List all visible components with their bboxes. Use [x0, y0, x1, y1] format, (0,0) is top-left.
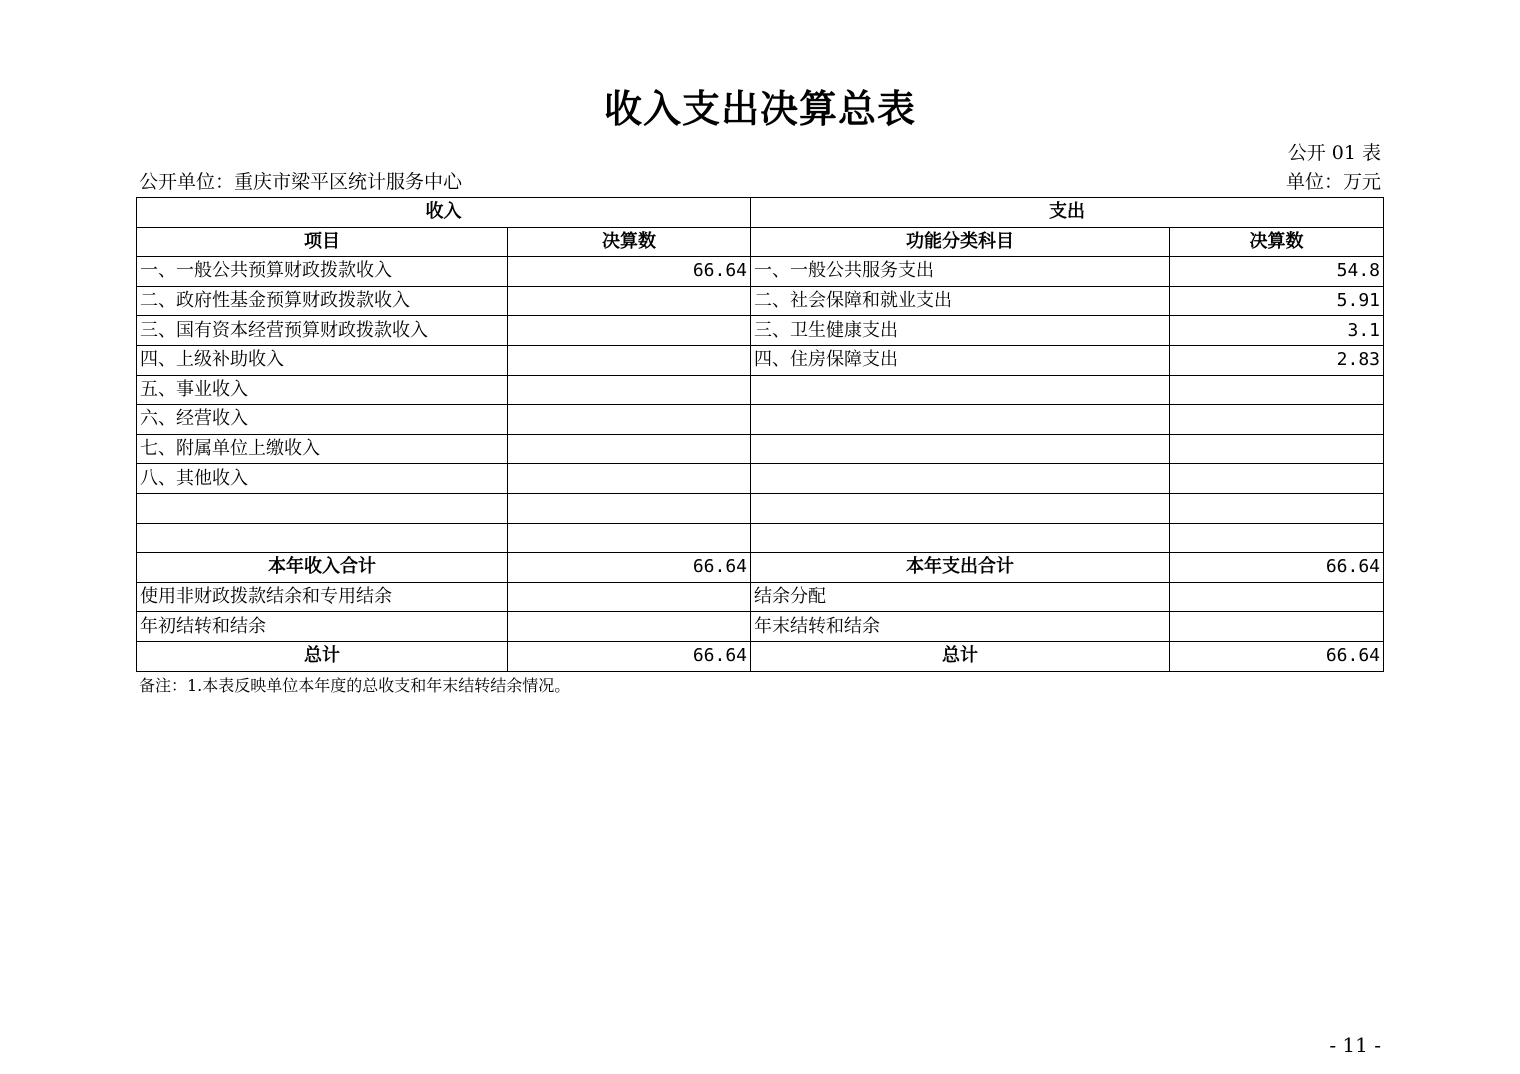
expense-value — [1170, 612, 1384, 642]
income-value: 66.64 — [508, 257, 751, 287]
income-item — [137, 493, 508, 523]
year-expense-total-value: 66.64 — [1170, 553, 1384, 583]
table-row — [137, 345, 1384, 375]
income-item: 四、上级补助收入 — [137, 345, 508, 375]
income-item: 六、经营收入 — [137, 405, 508, 435]
income-value — [508, 523, 751, 553]
grand-expense-total-value: 66.64 — [1170, 641, 1384, 671]
expense-value — [1170, 405, 1384, 435]
income-item: 五、事业收入 — [137, 375, 508, 405]
year-income-total-label: 本年收入合计 — [137, 553, 508, 583]
grand-income-total-label: 总计 — [137, 641, 508, 671]
grand-total-row — [137, 641, 1384, 671]
page-title: 收入支出决算总表 — [603, 87, 916, 131]
table-row — [137, 612, 1384, 642]
section-header-row — [137, 198, 1384, 228]
income-value — [508, 316, 751, 346]
budget-summary-table — [136, 197, 1384, 672]
col-header-function: 功能分类科目 — [751, 227, 1170, 257]
income-value — [508, 464, 751, 494]
reporting-unit: 公开单位：重庆市梁平区统计服务中心 — [139, 171, 463, 193]
table-row — [137, 434, 1384, 464]
expense-item: 三、卫生健康支出 — [751, 316, 1170, 346]
income-item: 八、其他收入 — [137, 464, 508, 494]
income-item: 三、国有资本经营预算财政拨款收入 — [137, 316, 508, 346]
currency-unit: 单位：万元 — [1285, 171, 1381, 193]
income-item — [137, 523, 508, 553]
expense-value — [1170, 493, 1384, 523]
table-row — [137, 405, 1384, 435]
col-header-item: 项目 — [137, 227, 508, 257]
table-row — [137, 523, 1384, 553]
income-value — [508, 612, 751, 642]
expense-item: 结余分配 — [751, 582, 1170, 612]
income-value — [508, 345, 751, 375]
income-value — [508, 375, 751, 405]
page-number: - 11 - — [1329, 1033, 1381, 1057]
table-row — [137, 257, 1384, 287]
col-header-expense-amount: 决算数 — [1170, 227, 1384, 257]
income-value — [508, 434, 751, 464]
table-row — [137, 464, 1384, 494]
expense-value: 2.83 — [1170, 345, 1384, 375]
table-row — [137, 286, 1384, 316]
expense-item: 二、社会保障和就业支出 — [751, 286, 1170, 316]
income-item: 年初结转和结余 — [137, 612, 508, 642]
income-value — [508, 582, 751, 612]
expense-value: 3.1 — [1170, 316, 1384, 346]
income-item: 一、一般公共预算财政拨款收入 — [137, 257, 508, 287]
grand-expense-total-label: 总计 — [751, 641, 1170, 671]
expense-value — [1170, 375, 1384, 405]
table-row — [137, 375, 1384, 405]
expense-item — [751, 405, 1170, 435]
year-total-row — [137, 553, 1384, 583]
expense-value: 54.8 — [1170, 257, 1384, 287]
expense-value — [1170, 464, 1384, 494]
expense-item: 一、一般公共服务支出 — [751, 257, 1170, 287]
grand-income-total-value: 66.64 — [508, 641, 751, 671]
expense-item — [751, 523, 1170, 553]
year-income-total-value: 66.64 — [508, 553, 751, 583]
table-row — [137, 316, 1384, 346]
income-item: 使用非财政拨款结余和专用结余 — [137, 582, 508, 612]
income-value — [508, 286, 751, 316]
expense-section-header: 支出 — [751, 198, 1384, 228]
expense-item — [751, 464, 1170, 494]
income-section-header: 收入 — [137, 198, 751, 228]
expense-value — [1170, 582, 1384, 612]
expense-value — [1170, 434, 1384, 464]
income-item: 二、政府性基金预算财政拨款收入 — [137, 286, 508, 316]
table-row — [137, 582, 1384, 612]
expense-item: 年末结转和结余 — [751, 612, 1170, 642]
table-row — [137, 493, 1384, 523]
expense-value — [1170, 523, 1384, 553]
table-note: 备注：1.本表反映单位本年度的总收支和年末结转结余情况。 — [139, 676, 571, 695]
expense-item — [751, 375, 1170, 405]
income-value — [508, 405, 751, 435]
expense-value: 5.91 — [1170, 286, 1384, 316]
expense-item: 四、住房保障支出 — [751, 345, 1170, 375]
form-number: 公开 01 表 — [1287, 142, 1381, 164]
year-expense-total-label: 本年支出合计 — [751, 553, 1170, 583]
col-header-income-amount: 决算数 — [508, 227, 751, 257]
column-header-row — [137, 227, 1384, 257]
expense-item — [751, 493, 1170, 523]
expense-item — [751, 434, 1170, 464]
income-item: 七、附属单位上缴收入 — [137, 434, 508, 464]
income-value — [508, 493, 751, 523]
